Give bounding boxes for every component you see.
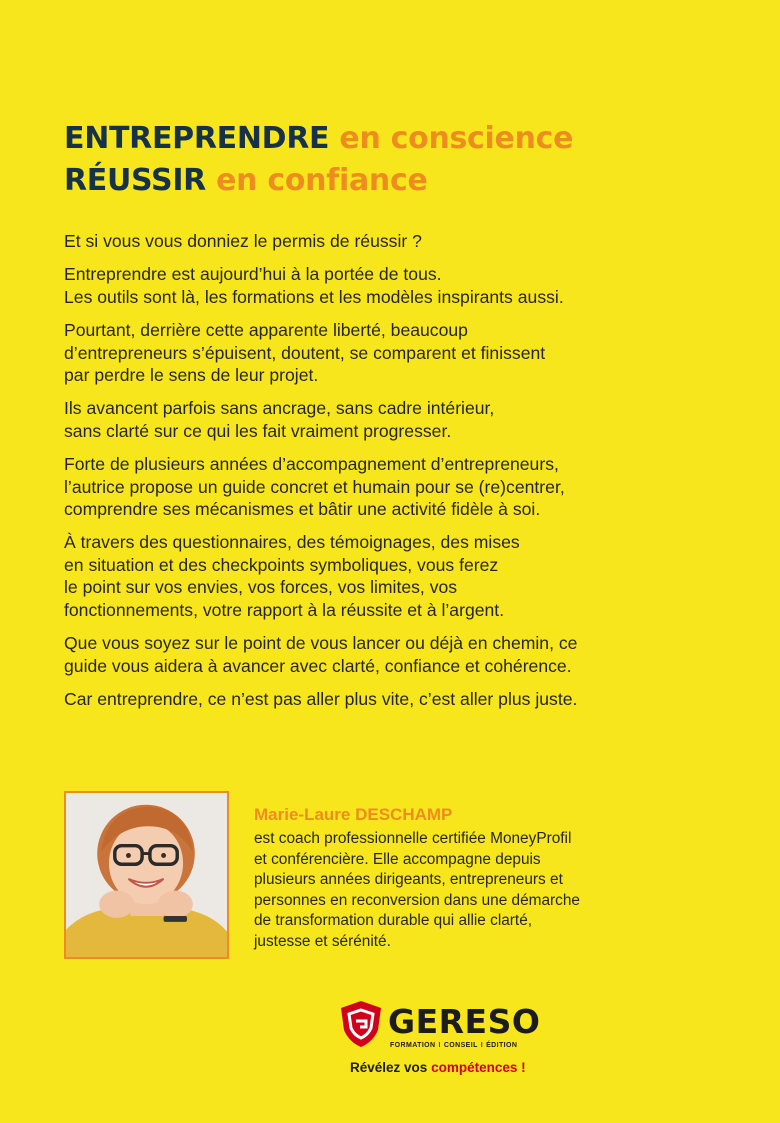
tagline-start: Révélez vos bbox=[350, 1060, 428, 1075]
author-bio: est coach professionnelle certifiée MoneyProfil et conférencière. Elle accompagne depuis plusieurs années dirigeants, entrepreneurs et personnes en reconversion dans une démarche de transformation durable qui allie clarté, justesse et sérénité. bbox=[254, 830, 580, 950]
heading-line-1-strong: ENTREPRENDRE bbox=[64, 121, 330, 156]
heading-line-2 bbox=[64, 160, 573, 202]
gereso-shield-icon bbox=[340, 1000, 382, 1048]
blurb-text bbox=[64, 230, 754, 721]
cover-heading bbox=[64, 118, 573, 202]
blurb-paragraph: Et si vous vous donniez le permis de réussir ? bbox=[64, 231, 422, 251]
publisher-services bbox=[390, 1042, 517, 1049]
blurb-paragraph: À travers des questionnaires, des témoignages, des mises en situation et des checkpoints symboliques, vous ferez le point sur vos envies, vos forces, vos limites, vos fonctionnements, votre rapport à la réussite et à l’argent. bbox=[64, 532, 520, 620]
blurb-paragraph: Forte de plusieurs années d’accompagnement d’entrepreneurs, l’autrice propose un guide concret et humain pour se (re)centrer, comprendre ses mécanismes et bâtir une activité fidèle à soi. bbox=[64, 454, 565, 520]
tagline-accent: compétences ! bbox=[431, 1060, 526, 1075]
publisher-name: GERESO bbox=[388, 1002, 541, 1041]
author-photo bbox=[64, 791, 229, 959]
publisher-tagline bbox=[350, 1060, 526, 1075]
blurb-paragraph: Entreprendre est aujourd’hui à la portée de tous. Les outils sont là, les formations et les modèles inspirants aussi. bbox=[64, 264, 564, 307]
blurb-paragraph: Car entreprendre, ce n’est pas aller plus vite, c’est aller plus juste. bbox=[64, 688, 578, 709]
blurb-paragraph: Que vous soyez sur le point de vous lancer ou déjà en chemin, ce guide vous aidera à avancer avec clarté, confiance et cohérence. bbox=[64, 633, 578, 676]
service-separator: I bbox=[438, 1042, 441, 1049]
blurb-paragraph: Ils avancent parfois sans ancrage, sans cadre intérieur, sans clarté sur ce qui les fait vraiment progresser. bbox=[64, 398, 495, 441]
heading-line-1 bbox=[64, 118, 573, 160]
heading-line-1-light: en conscience bbox=[339, 121, 574, 156]
author-portrait-illustration bbox=[66, 793, 227, 957]
service-conseil: CONSEIL bbox=[443, 1042, 478, 1049]
publisher-logo bbox=[340, 1000, 570, 1100]
service-separator: I bbox=[480, 1042, 484, 1049]
blurb-paragraph: Pourtant, derrière cette apparente liberté, beaucoup d’entrepreneurs s’épuisent, doutent, se comparent et finissent par perdre le sens de leur projet. bbox=[64, 320, 546, 386]
service-formation: FORMATION bbox=[390, 1042, 436, 1049]
heading-line-2-strong: RÉUSSIR bbox=[64, 163, 206, 198]
heading-line-2-light: en confiance bbox=[216, 163, 428, 198]
author-name: Marie-Laure DESCHAMP bbox=[254, 805, 453, 824]
author-bio-block bbox=[254, 805, 674, 953]
service-edition: ÉDITION bbox=[486, 1042, 518, 1049]
